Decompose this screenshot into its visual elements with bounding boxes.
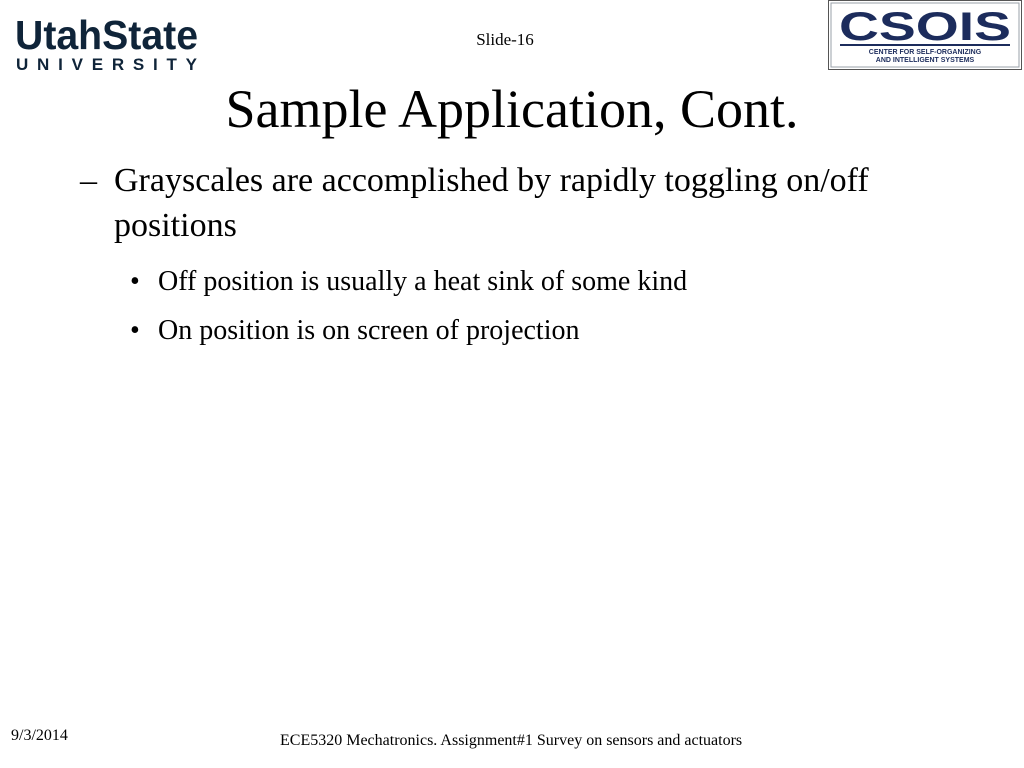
logo-tagline-line2: AND INTELLIGENT SYSTEMS	[875, 57, 975, 64]
csois-logo-graphic	[828, 0, 1022, 70]
bullet-text: Off position is usually a heat sink of some kind	[158, 266, 688, 297]
utah-state-university-logo	[15, 12, 200, 72]
bullet-level2	[130, 264, 930, 300]
slide-number: Slide-16	[476, 30, 534, 49]
bullet-marker: •	[130, 315, 140, 346]
logo-wordmark: CSOIS	[839, 5, 1011, 49]
logo-subtitle: UNIVERSITY	[16, 55, 197, 72]
bullet-text: Grayscales are accomplished by rapidly toggling on/off positions	[114, 162, 869, 244]
bullet-text: On position is on screen of projection	[158, 315, 580, 346]
logo-tagline-line1: CENTER FOR SELF-ORGANIZING	[868, 49, 982, 56]
utah-state-university-logo-graphic	[15, 12, 200, 72]
bullet-level1	[80, 158, 920, 248]
bullet-level2	[130, 313, 930, 349]
slide-title: Sample Application, Cont.	[225, 79, 799, 139]
dash-marker: –	[80, 162, 97, 199]
logo-wordmark: UtahState	[15, 12, 198, 58]
csois-logo	[828, 0, 1022, 70]
footer-date: 9/3/2014	[11, 727, 68, 744]
footer-course-title: ECE5320 Mechatronics. Assignment#1 Survey on sensors and actuators	[280, 732, 743, 749]
bullet-marker: •	[130, 266, 140, 297]
